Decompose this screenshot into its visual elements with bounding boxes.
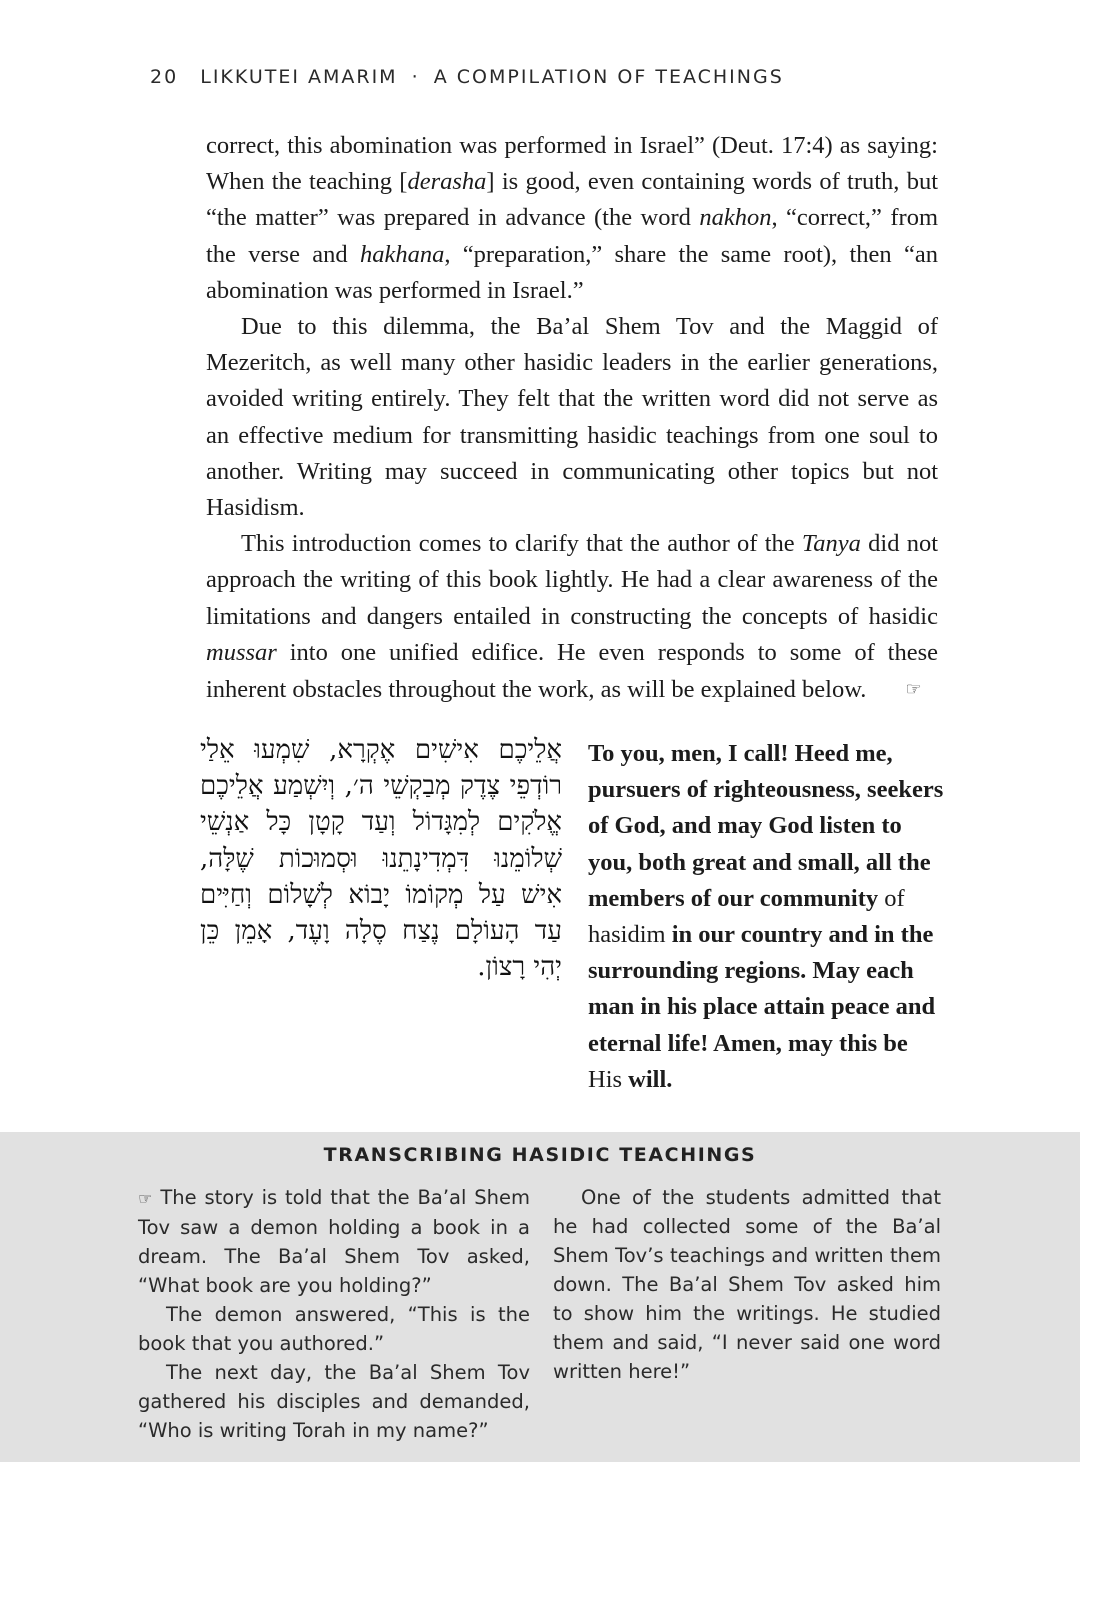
section-title: A COMPILATION OF TEACHINGS: [433, 66, 784, 88]
hand-pointing-right-icon: ☞: [138, 1189, 153, 1208]
sidebar-box: [0, 1132, 1080, 1462]
sidebar-paragraph: The demon answered, “This is the book that you authored.”: [138, 1303, 530, 1355]
hebrew-source-text: [200, 732, 562, 985]
title-separator: ·: [411, 66, 420, 88]
sidebar-column-left: [138, 1183, 530, 1445]
hebrew-line: רוֹדְפֵי צֶדֶק מְבַקְשֵׁי ה׳, וְיִשְׁמַע אֲלֵיכֶם: [200, 771, 562, 802]
sidebar-paragraph: One of the students admitted that he had collected some of the Ba’al Shem Tov’s teachings and written them down. The Ba’al Shem Tov asked him to show him the writings. He studied them and said, “I never said one word written here!”: [553, 1186, 941, 1383]
hebrew-line: אִישׁ עַל מְקוֹמוֹ יָבוֹא לְשָׁלוֹם וְחַיִּים: [200, 879, 562, 910]
page-number: 20: [150, 66, 179, 88]
main-body-text: [206, 128, 938, 708]
sidebar-paragraph: The next day, the Ba’al Shem Tov gathered his disciples and demanded, “Who is writing Torah in my name?”: [138, 1361, 530, 1442]
body-paragraph-3: This introduction comes to clarify that the author of the Tanya did not approach the writing of this book lightly. He had a clear awareness of the limitations and dangers entailed in constructing the concepts of hasidic mussar into one unified edifice. He even responds to some of these inherent obstacles throughout the work, as will be explained below. ☞: [206, 526, 938, 708]
hebrew-line: שְׁלוֹמֵנוּ דִּמְדִינָתֵנוּ וּסְמוּכוֹת שֶׁלָּה,: [200, 843, 562, 874]
hebrew-line: אֱלֹקִים לְמִגָּדוֹל וְעַד קָטָן כָּל אַנְשֵׁי: [200, 807, 562, 838]
hand-pointing-right-icon: ☞: [905, 679, 922, 700]
running-head: [150, 66, 784, 88]
hebrew-line: עַד הָעוֹלָם נֶצַח סֶלָה וָעֶד, אָמֵן כֵּן: [200, 916, 562, 947]
hebrew-line: יְהִי רָצוֹן.: [477, 952, 562, 983]
sidebar-paragraph: ☞ The story is told that the Ba’al Shem Tov saw a demon holding a book in a dream. The Ba’al Shem Tov asked, “What book are you holding?”: [138, 1186, 530, 1297]
english-translation: To you, men, I call! Heed me, pursuers of righteousness, seekers of God, and may God listen to you, both great and small, all the members of our community of hasidim in our country and in the surrounding regions. May each man in his place attain peace and eternal life! Amen, may this be His will.: [588, 740, 944, 1093]
body-paragraph-2: Due to this dilemma, the Ba’al Shem Tov and the Maggid of Mezeritch, as well many other hasidic leaders in the earlier generations, avoided writing entirely. They felt that the written word did not serve as an effective medium for transmitting hasidic teachings from one soul to another. Writing may succeed in communicating other topics but not Hasidism.: [206, 313, 938, 522]
sidebar-column-right: [553, 1183, 941, 1386]
sidebar-title: TRANSCRIBING HASIDIC TEACHINGS: [323, 1144, 757, 1166]
book-title: LIKKUTEI AMARIM: [200, 66, 398, 88]
hebrew-line: אֲלֵיכֶם אִישִׁים אֶקְרָא, שִׁמְעוּ אֵלַי: [200, 735, 562, 765]
body-paragraph-1: correct, this abomination was performed in Israel” (Deut. 17:4) as saying: When the teaching [derasha] is good, even containing words of truth, but “the matter” was prepared in advance (the word nakhon, “correct,” from the verse and hakhana, “preparation,” share the same root), then “an abomination was performed in Israel.”: [206, 132, 939, 304]
